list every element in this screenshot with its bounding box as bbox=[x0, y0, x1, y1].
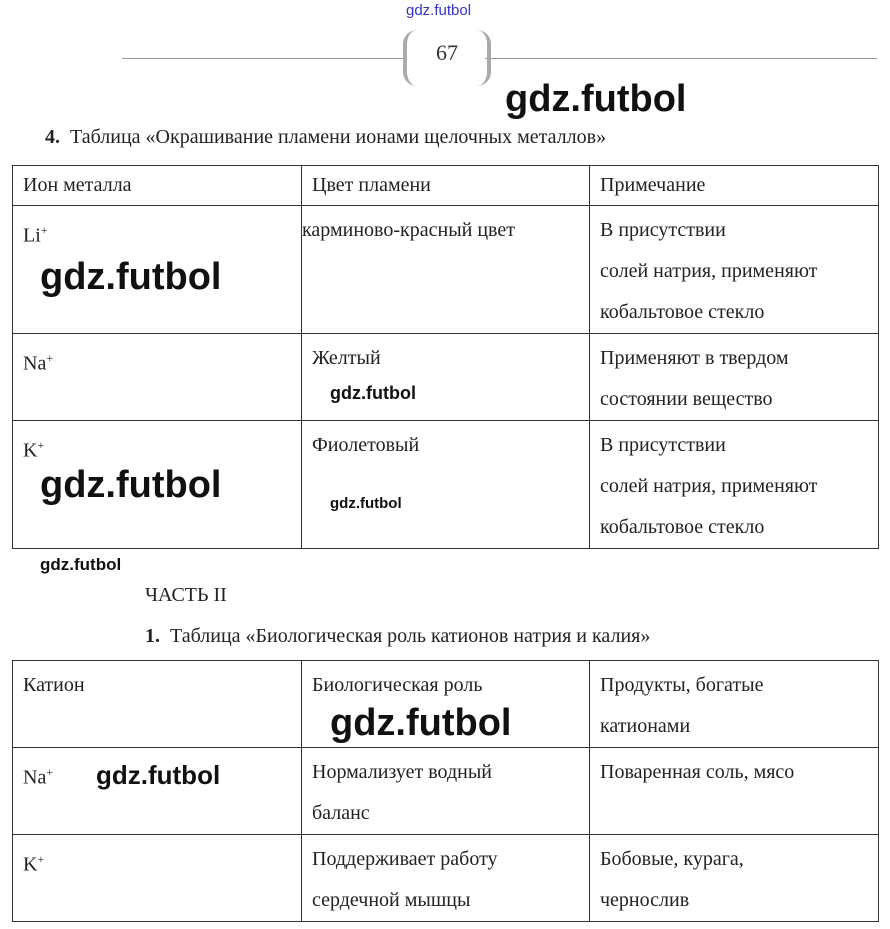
table-row: Na+ Нормализует водный баланс Поваренная соль, мясо bbox=[13, 748, 879, 835]
table-row: Na+ Желтый Применяют в твердом состоянии вещество bbox=[13, 334, 879, 421]
part-heading: ЧАСТЬ II bbox=[145, 584, 227, 606]
watermark: gdz.futbol bbox=[330, 702, 512, 744]
cations-role-table bbox=[12, 660, 879, 922]
watermark: gdz.futbol bbox=[40, 256, 222, 298]
section-1-title: 4. Таблица «Окрашивание пламени ионами щелочных металлов» bbox=[45, 126, 607, 148]
section-2-title: 1. Таблица «Биологическая роль катионов натрия и калия» bbox=[145, 625, 651, 647]
page-number: 67 bbox=[403, 30, 491, 86]
watermark: gdz.futbol bbox=[330, 495, 402, 512]
watermark: gdz.futbol bbox=[330, 383, 416, 403]
watermark: gdz.futbol bbox=[40, 464, 222, 506]
table-row: K+ Поддерживает работу сердечной мышцы Бобовые, курага, чернослив bbox=[13, 835, 879, 922]
header-rule-right bbox=[485, 58, 877, 59]
watermark: gdz.futbol bbox=[96, 760, 221, 790]
watermark-top: gdz.futbol bbox=[406, 2, 472, 19]
table-row: Li+ карминово-красный цвет В присутствии солей натрия, применяют кобальтовое стекло bbox=[13, 206, 879, 334]
watermark: gdz.futbol bbox=[40, 555, 122, 574]
header-rule-left bbox=[122, 58, 404, 59]
table-header-row: Катион Биологическая роль Продукты, богатые катионами bbox=[13, 661, 879, 748]
table-row: K+ Фиолетовый В присутствии солей натрия, применяют кобальтовое стекло bbox=[13, 421, 879, 549]
table-header-row: Ион металла Цвет пламени Примечание bbox=[13, 166, 879, 206]
watermark: gdz.futbol bbox=[505, 78, 687, 120]
